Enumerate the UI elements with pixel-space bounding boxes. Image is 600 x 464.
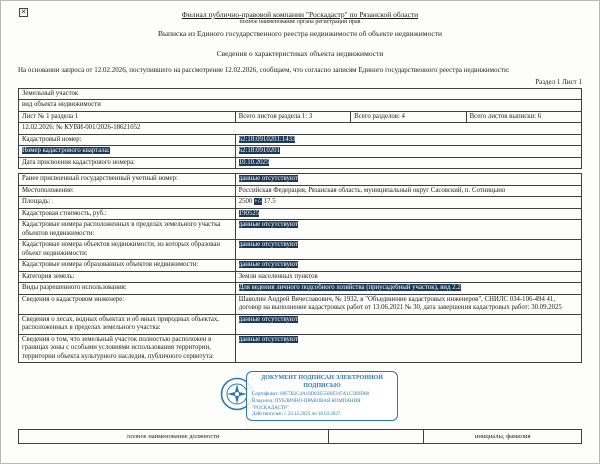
plain-text: Ранее присвоенный государственный учетный номер: <box>22 175 178 183</box>
plain-text: Кадастровые номера расположенных в пределах земельного участка объектов недвижимости: <box>22 221 221 237</box>
highlighted-text: Для ведения личного подсобного хозяйства (приусадебный участок), вид 2.2 <box>238 284 461 292</box>
attribute-label <box>19 185 236 196</box>
attribute-label <box>19 220 236 240</box>
plain-text: 17.5 <box>262 198 276 206</box>
attribute-label <box>19 283 236 294</box>
attribute-value <box>235 146 581 157</box>
signature-caption-row <box>19 430 582 444</box>
plain-text: Сведения о том, что земельный участок полностью расположен в границах зоны с особыми условиями использования территории, территории объекта культурного наследия, публичного сервитута: <box>22 335 214 360</box>
object-header-table <box>18 88 582 169</box>
attribute-label <box>19 157 236 168</box>
attribute-row <box>19 197 582 208</box>
attribute-value <box>235 260 581 271</box>
attribute-label <box>19 294 236 314</box>
attribute-label <box>19 314 236 334</box>
attribute-value <box>235 334 581 362</box>
attribute-row <box>19 240 582 260</box>
object-type-caption-row <box>19 100 582 111</box>
sheet-info-cell: Всего листов выписки: 6 <box>466 111 581 122</box>
plain-text: Виды разрешенного использования: <box>22 284 127 292</box>
request-basis-line: На основании запроса от 12.02.2026, поступившего на рассмотрение 12.02.2026, сообщаем, что согласно записям Единого государственного реестра недвижимости: <box>18 66 510 74</box>
highlighted-text: 10.10.2025 <box>238 158 270 166</box>
signature-caption <box>328 430 424 444</box>
attribute-row <box>19 260 582 271</box>
highlighted-text: данные отсутствуют <box>238 175 298 183</box>
digital-signature-stamp <box>246 371 398 421</box>
highlighted-text: данные отсутствуют <box>238 221 298 229</box>
plain-text: Кадастровая стоимость, руб.: <box>22 209 107 217</box>
name-caption: инициалы, фамилия <box>424 430 582 444</box>
plain-text: Сведения о кадастровом инженере: <box>22 295 125 303</box>
highlighted-text: данные отсутствуют <box>238 241 298 249</box>
attribute-value <box>235 283 581 294</box>
document-title: Выписка из Единого государственного реестра недвижимости об объекте недвижимости <box>157 29 443 38</box>
attribute-row <box>19 220 582 240</box>
attribute-value <box>235 185 581 196</box>
attribute-value <box>235 240 581 260</box>
attribute-label <box>19 260 236 271</box>
attribute-value <box>235 197 581 208</box>
highlighted-text: Номер кадастрового квартала: <box>22 147 110 155</box>
attribute-row <box>19 146 582 157</box>
object-type: Земельный участок <box>19 89 582 100</box>
sheet-info-cell: Всего разделов: 4 <box>351 111 466 122</box>
highlighted-text: 62:18:0910201 <box>238 147 280 155</box>
attribute-row <box>19 174 582 185</box>
attribute-value <box>235 174 581 185</box>
attribute-value <box>235 220 581 240</box>
corner-mark-icon: ✕ <box>20 8 27 16</box>
plain-text: Категория земель: <box>22 272 75 280</box>
object-type-row <box>19 89 582 100</box>
attribute-label <box>19 271 236 282</box>
attribute-value <box>235 271 581 282</box>
attribute-value <box>235 157 581 168</box>
highlighted-text: данные отсутствуют <box>238 335 298 343</box>
attribute-row <box>19 283 582 294</box>
attribute-label <box>19 134 236 145</box>
position-caption: полное наименование должности <box>19 430 329 444</box>
attribute-row <box>19 208 582 219</box>
attribute-value <box>235 208 581 219</box>
plain-text: 2500 <box>238 198 255 206</box>
extract-number-row <box>19 123 582 134</box>
plain-text: Кадастровые номера образованных объектов недвижимости: <box>22 261 199 269</box>
highlighted-text: 190525 <box>238 209 260 217</box>
plain-text: Кадастровый номер: <box>22 135 82 143</box>
attribute-label <box>19 197 236 208</box>
signature-caption-table <box>18 429 582 444</box>
plain-text: Сведения о лесах, водных объектах и об иных природных объектах, расположенных в пределах земельного участка: <box>22 315 219 332</box>
attribute-row <box>19 185 582 196</box>
attribute-row <box>19 271 582 282</box>
plain-text: Площадь: <box>22 198 51 206</box>
attribute-value <box>235 294 581 314</box>
attribute-label <box>19 208 236 219</box>
plain-text: Шаволин Андрей Вячеславович, № 1932, в "Объединение кадастровых инженеров", СНИЛС 034-106-494 41, договор на выполнение кадастровых работ от 13.06.2021 № 30, дата завершения кадастровых работ: 30.09.2025 <box>238 295 562 312</box>
sheet-info-cell: Всего листов раздела 1: 3 <box>235 111 350 122</box>
org-name: Филиал публично-правовой компании "Роскадастр" по Рязанской области <box>181 10 419 19</box>
attribute-label <box>19 240 236 260</box>
highlighted-text: данные отсутствуют <box>238 315 298 323</box>
attribute-row <box>19 157 582 168</box>
highlighted-text: +/- <box>254 198 263 206</box>
attribute-value <box>235 134 581 145</box>
section-sheet-marker: Раздел 1 Лист 1 <box>535 78 582 86</box>
org-name-caption: полное наименование органа регистрации прав <box>239 19 361 25</box>
characteristics-table <box>18 173 582 363</box>
object-type-caption: вид объекта недвижимости <box>19 100 582 111</box>
signature-area <box>18 369 582 427</box>
stamp-title: ДОКУМЕНТ ПОДПИСАН ЭЛЕКТРОННОЙ ПОДПИСЬЮ <box>261 375 383 389</box>
section-title: Сведения о характеристиках объекта недвижимости <box>216 49 384 58</box>
attribute-label <box>19 146 236 157</box>
stamp-certificate: Сертификат: 00F7B2C4A19D83E5560F247A1C3B9D08 <box>252 392 369 398</box>
plain-text: Местоположение: <box>22 186 74 194</box>
sheet-info-cell: Лист № 1 раздела 1 <box>19 111 236 122</box>
attribute-value <box>235 314 581 334</box>
attribute-row <box>19 294 582 314</box>
plain-text: Дата присвоения кадастрового номера: <box>22 158 136 166</box>
attribute-label <box>19 334 236 362</box>
highlighted-text: данные отсутствуют <box>238 261 298 269</box>
attribute-label <box>19 174 236 185</box>
plain-text: Российская Федерация, Рязанская область, муниципальный округ Сасовский, п. Сотницыно <box>238 186 506 194</box>
attribute-row <box>19 334 582 362</box>
sheets-info-row <box>19 111 582 122</box>
stamp-owner: Владелец: ПУБЛИЧНО-ПРАВОВАЯ КОМПАНИЯ "РОСКАДАСТР" <box>252 398 361 411</box>
attribute-row <box>19 314 582 334</box>
plain-text: Земли населенных пунктов <box>238 272 318 280</box>
plain-text: Кадастровые номера объектов недвижимости, из которых образован объект недвижимости: <box>22 241 221 257</box>
extract-number: 12.02.2026: № КУВИ-001/2026-18621052 <box>19 123 582 134</box>
highlighted-text: 62:18:0910201:1433 <box>238 135 296 143</box>
attribute-row <box>19 134 582 145</box>
stamp-validity: Действителен: с 24.12.2025 по 18.03.2027 <box>252 412 341 418</box>
